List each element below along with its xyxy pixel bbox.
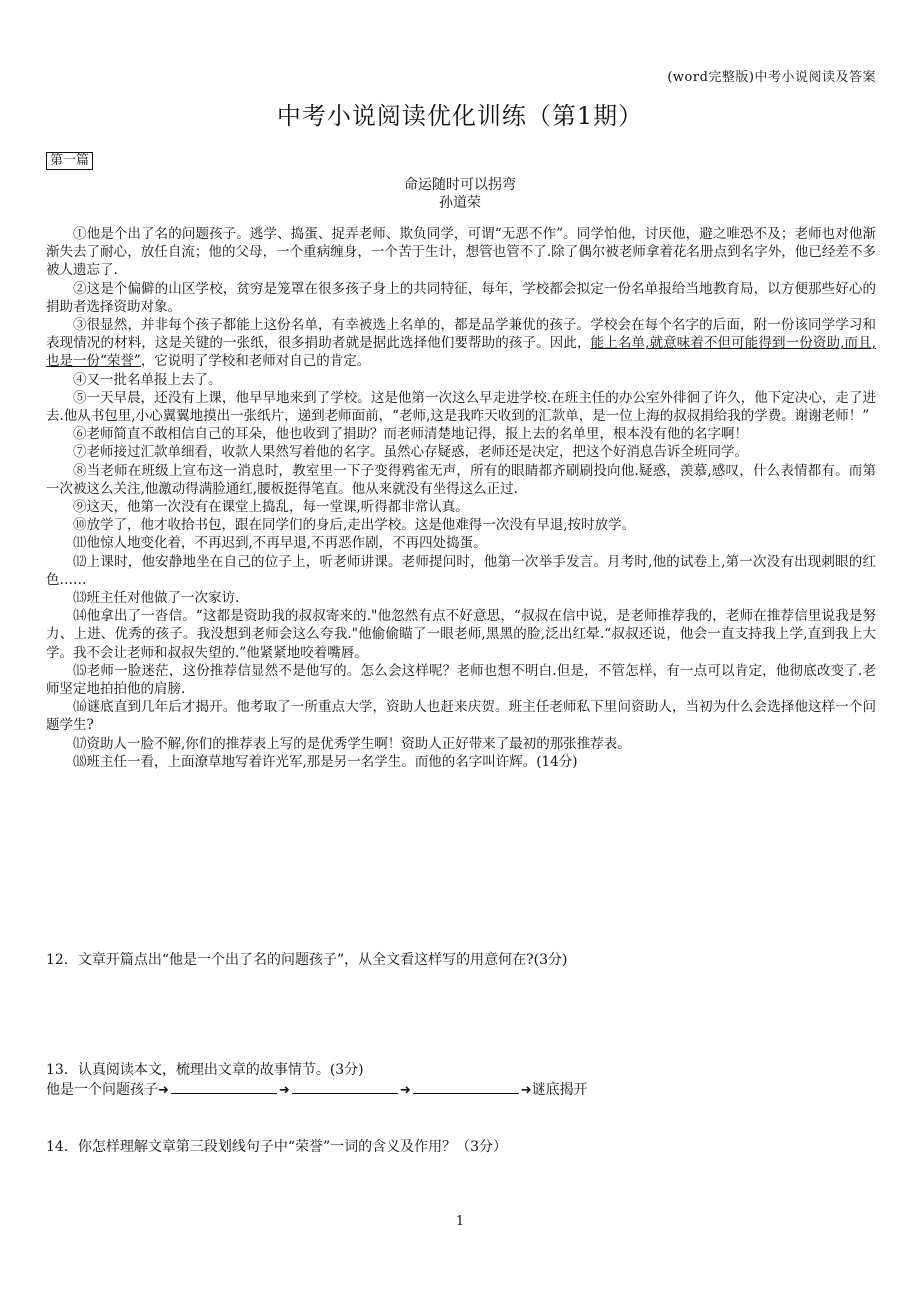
- story-body: [46, 225, 876, 771]
- flow-end: 谜底揭开: [531, 1082, 588, 1098]
- paragraph-9: ⑨这天，他第一次没有在课堂上捣乱，每一堂课,听得都非常认真。: [73, 499, 469, 516]
- arrow-right-icon: ➜: [158, 1083, 169, 1098]
- paragraph-18: ⒅班主任一看，上面潦草地写着许光军,那是另一名学生。而他的名字叫许辉。(14分): [73, 753, 578, 770]
- paragraph-8: ⑧当老师在班级上宣布这一消息时，教室里一下子变得鸦雀无声，所有的眼睛都齐刷刷投向他.疑惑，羡慕,感叹，什么表情都有。而第一次被这么关注,他激动得满脸通红,腰板挺得笔直。他从来就没有坐得这么正过.: [46, 462, 876, 497]
- answer-blank-3[interactable]: [413, 1081, 519, 1094]
- paragraph-6: ⑥老师简直不敢相信自己的耳朵，他也收到了捐助？而老师清楚地记得，报上去的名单里，根本没有他的名字啊！: [73, 426, 748, 443]
- arrow-right-icon: ➜: [399, 1083, 411, 1098]
- question-14: 14．你怎样理解文章第三段划线句子中“荣誉”一词的含义及作用？（3分）: [46, 1139, 508, 1155]
- paragraph-3-part-a: ③很显然，并非每个孩子都能上这份名单，有幸被选上名单的，都是品学兼优的孩子。学校会在每个名字的后面，附一份该同学学习和表现情况的材料，这是关键的一张纸，很多捐助者就是据此选择他们要帮助的孩子。因此，: [46, 317, 876, 352]
- header-note: (word完整版)中考小说阅读及答案: [667, 70, 876, 85]
- paragraph-17: ⒄资助人一脸不解,你们的推荐表上写的是优秀学生啊！资助人正好带来了最初的那张推荐表。: [73, 735, 631, 752]
- paragraph-3-part-c: ，它说明了学校和老师对自己的肯定。: [140, 353, 371, 370]
- paragraph-5: ⑤一天早晨，还没有上课，他早早地来到了学校。这是他第一次这么早走进学校.在班主任的办公室外徘徊了许久，他下定决心，走了进去.他从书包里,小心翼翼地摸出一张纸片，递到老师面前，“老师,这是我昨天收到的汇款单，是一位上海的叔叔捐给我的学费。谢谢老师！”: [46, 389, 876, 425]
- page-title: 中考小说阅读优化训练（第1期）: [276, 102, 644, 130]
- paragraph-13: ⒀班主任对他做了一次家访.: [73, 590, 240, 607]
- answer-blank-2[interactable]: [292, 1081, 398, 1094]
- flow-start: 他是一个问题孩子: [46, 1082, 158, 1098]
- question-12: 12．文章开篇点出“他是一个出了名的问题孩子”，从全文看这样写的用意何在?(3分): [46, 952, 568, 968]
- paragraph-1: ①他是个出了名的问题孩子。逃学、捣蛋、捉弄老师、欺负同学，可谓“无恶不作”。同学怕他，讨厌他，避之唯恐不及；老师也对他渐渐失去了耐心，放任自流；他的父母，一个重病缠身，一个苦于生计，想管也管不了.除了偶尔被老师拿着花名册点到名字外，他已经差不多被人遗忘了.: [46, 226, 876, 279]
- paragraph-14: ⒁他拿出了一沓信。“这都是资助我的叔叔寄来的."他忽然有点不好意思，“叔叔在信中说，是老师推荐我的，老师在推荐信里说我是努力、上进、优秀的孩子。我没想到老师会这么夸我."他偷偷瞄了一眼老师,黑黑的脸,泛出红晕.“叔叔还说，他会一直支持我上学,直到我上大学。我不会让老师和叔叔失望的.”他紧紧地咬着嘴唇。: [46, 608, 876, 661]
- paragraph-3: [46, 316, 876, 371]
- story-title: 命运随时可以拐弯: [404, 177, 516, 193]
- paragraph-2: ②这是个偏僻的山区学校，贫穷是笼罩在很多孩子身上的共同特征，每年，学校都会拟定一份名单报给当地教育局，以方便那些好心的捐助者选择资助对象。: [46, 280, 876, 315]
- paragraph-7: ⑦老师接过汇款单细看，收款人果然写着他的名字。虽然心存疑惑，老师还是决定，把这个好消息告诉全班同学。: [73, 444, 748, 461]
- story-author: 孙道荣: [439, 195, 481, 211]
- question-13: 13．认真阅读本文，梳理出文章的故事情节。(3分): [46, 1062, 364, 1078]
- paragraph-11: ⑾他惊人地变化着，不再迟到,不再早退,不再恶作剧，不再四处捣蛋。: [73, 535, 487, 552]
- section-tag: 第一篇: [46, 152, 93, 170]
- arrow-right-icon: ➜: [520, 1083, 532, 1098]
- paragraph-12: ⑿上课时，他安静地坐在自己的位子上，听老师讲课。老师提问时，他第一次举手发言。月考时,他的试卷上,第一次没有出现刺眼的红色……: [46, 553, 876, 588]
- page-number: 1: [455, 1214, 465, 1229]
- paragraph-10: ⑩放学了，他才收拾书包，跟在同学们的身后,走出学校。这是他难得一次没有早退,按时放学。: [73, 517, 636, 534]
- paragraph-16: ⒃谜底直到几年后才揭开。他考取了一所重点大学，资助人也赶来庆贺。班主任老师私下里问资助人，当初为什么会选择他这样一个问题学生?: [46, 699, 876, 734]
- paragraph-4: ④又一批名单报上去了。: [73, 371, 222, 388]
- plot-flow: [46, 1081, 588, 1100]
- answer-blank-1[interactable]: [171, 1081, 277, 1094]
- underlined-sentence: 能上名单,就意味着不但可能得到一份资助,而且,也是一份“荣誉”: [46, 335, 877, 370]
- paragraph-15: ⒂老师一脸迷茫，这份推荐信显然不是他写的。怎么会这样呢？老师也想不明白.但是，不管怎样，有一点可以肯定，他彻底改变了.老师坚定地拍拍他的肩膀.: [46, 662, 876, 698]
- arrow-right-icon: ➜: [278, 1083, 290, 1098]
